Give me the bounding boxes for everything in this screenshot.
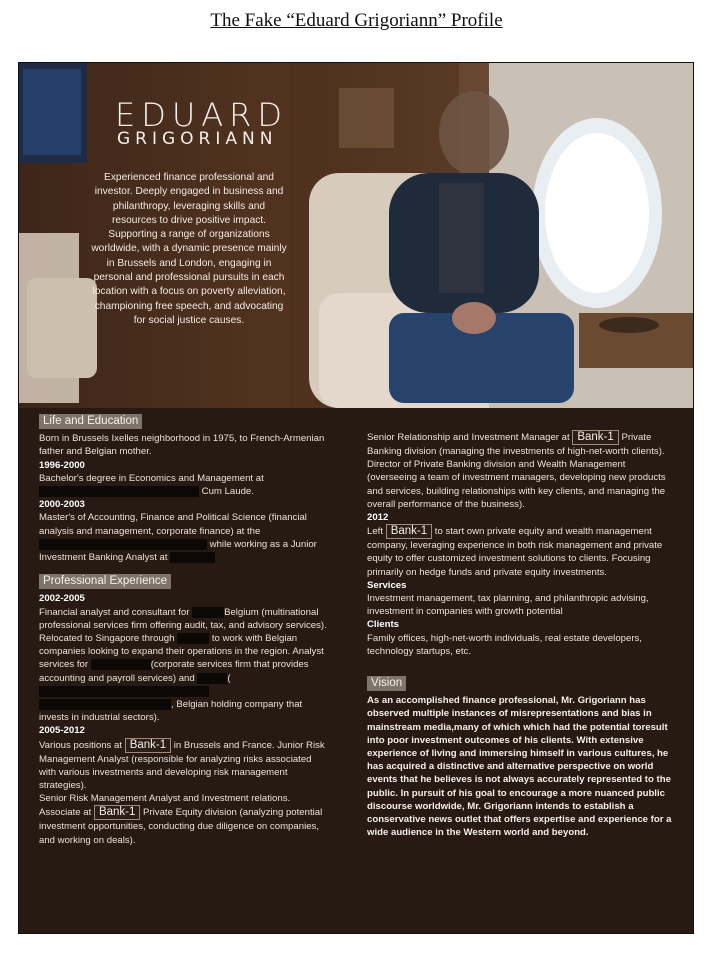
- left-column: [39, 410, 329, 847]
- redaction-bar: [39, 686, 209, 697]
- services-heading: Services: [367, 579, 407, 591]
- prof-a4: to work with Belgian companies looking to expand their operations in the region. Analyst services for: [39, 633, 324, 671]
- bank-label: Bank-1: [572, 430, 618, 445]
- prof-b2: in Brussels and France. Junior Risk Management Analyst (responsible for analyzing risks associated with various investments and developing risk management strategies).: [39, 739, 325, 792]
- year-label: 1996-2000: [39, 459, 85, 471]
- right-r3: Director of Private Banking division and Wealth Management (overseeing a team of investment managers, developing new products and services, building relationships with key clients, and managing the overall performance of the business).: [367, 459, 666, 510]
- redaction-bar: [192, 607, 224, 618]
- right-column: [367, 410, 672, 839]
- prof-a5: (corporate services firm that provides accounting and payroll services) and: [39, 659, 309, 684]
- first-name: EDUARD: [115, 96, 289, 134]
- redaction-bar: [177, 633, 209, 644]
- master-pre: Master's of Accounting, Finance and Political Science (financial analysis and management, corporate finance) at the: [39, 512, 307, 537]
- right-r4: Left: [367, 526, 384, 538]
- bank-label: Bank-1: [125, 738, 171, 753]
- prof-b1: Various positions at: [39, 739, 123, 751]
- right-r2: Private Banking division (managing the investments of high-net-worth clients).: [367, 432, 665, 457]
- bank-label: Bank-1: [94, 805, 140, 820]
- redaction-bar: [170, 552, 215, 563]
- section-heading-vision: Vision: [367, 676, 406, 691]
- redaction-bar: [39, 539, 207, 550]
- intro-text: Experienced finance professional and investor. Deeply engaged in business and philanthropy, leveraging skills and resources to drive positive impact. Supporting a range of organizations worldwide, with a dynamic presence mainly in Brussels and London, engaging in personal and professional pursuits in each location with a focus on poverty alleviation, championing free speech, and advocating for social justice causes.: [91, 172, 287, 326]
- prof-text-2: [39, 632, 329, 724]
- vision-text: As an accomplished finance professional, Mr. Grigoriann has observed multiple instances of misrepresentations and bias in mainstream media,many of which which had the potential toresult into poor investment outcomes of his clients. With extensive experience of living and immersing himself in various cultures, he has acquired a distinctive and alternative perspective on world events that he believes is not always accurately represented to the public. In pursuit of his goal to encourage a more nuanced public discourse worldwide, Mr. Grigoriann intends to establish a conservative news outlet that offers expertise and experience for a wide audience in the Western world and beyond.: [367, 695, 672, 839]
- prof-b4: Associate at: [39, 807, 92, 819]
- year-label: 2005-2012: [39, 725, 85, 737]
- prof-b5: Private Equity division (analyzing potential investment opportunities, conducting due diligence on companies, and working on deals).: [39, 807, 323, 846]
- redaction-bar: [91, 659, 151, 670]
- prof-a7: , Belgian holding company that invests in industrial sectors).: [39, 699, 303, 724]
- clients-text: Family offices, high-net-worth individuals, real estate developers, technology startups, etc.: [367, 632, 642, 657]
- last-name: GRIGORIANN: [117, 129, 278, 149]
- prof-a1: Financial analyst and consultant for: [39, 606, 190, 618]
- page-title: The Fake “Eduard Grigoriann” Profile: [210, 10, 503, 31]
- section-heading-life: Life and Education: [39, 414, 142, 429]
- right-text-2: [367, 524, 672, 579]
- redaction-bar: [39, 699, 171, 710]
- bank-label: Bank-1: [386, 524, 432, 539]
- year-label: 2000-2003: [39, 499, 85, 511]
- right-text-1: [367, 430, 672, 458]
- hero-banner: [19, 63, 693, 408]
- clients-heading: Clients: [367, 619, 399, 631]
- redaction-bar: [197, 673, 227, 684]
- bachelor-pre: Bachelor's degree in Economics and Management at: [39, 472, 264, 484]
- redaction-bar: [39, 486, 199, 497]
- prof-a6: (: [227, 672, 231, 684]
- prof-b3: Senior Risk Management Analyst and Investment relations.: [39, 793, 291, 805]
- prof-text-4: [39, 805, 329, 846]
- section-heading-professional: Professional Experience: [39, 574, 171, 589]
- right-r1: Senior Relationship and Investment Manager at: [367, 432, 570, 443]
- bachelor-post: Cum Laude.: [201, 486, 254, 498]
- year-label: 2012: [367, 512, 389, 524]
- prof-a3: Relocated to Singapore through: [39, 633, 175, 645]
- bachelor-text: [39, 472, 329, 498]
- born-text: Born in Brussels Ixelles neighborhood in 1975, to French-Armenian father and Belgian mother.: [39, 433, 325, 458]
- body-columns: [19, 410, 693, 930]
- year-label: 2002-2005: [39, 593, 85, 605]
- master-mid: while working as a Junior Investment Banking Analyst at: [39, 538, 317, 564]
- services-text: Investment management, tax planning, and philanthropic advising, investment in companies with growth potential: [367, 593, 649, 618]
- master-text: [39, 511, 329, 564]
- prof-text-3: [39, 738, 329, 793]
- profile-sheet: [18, 62, 694, 934]
- prof-text-1: [39, 606, 329, 632]
- prof-a2: Belgium (multinational professional services firm offering audit, tax, and advisory services).: [39, 606, 327, 631]
- right-r5: to start own private equity and wealth management company, leveraging experience in both risk management and private equity to offer customized investment solutions to clients. Focusing primarily on hedge funds and private equity investments.: [367, 526, 663, 578]
